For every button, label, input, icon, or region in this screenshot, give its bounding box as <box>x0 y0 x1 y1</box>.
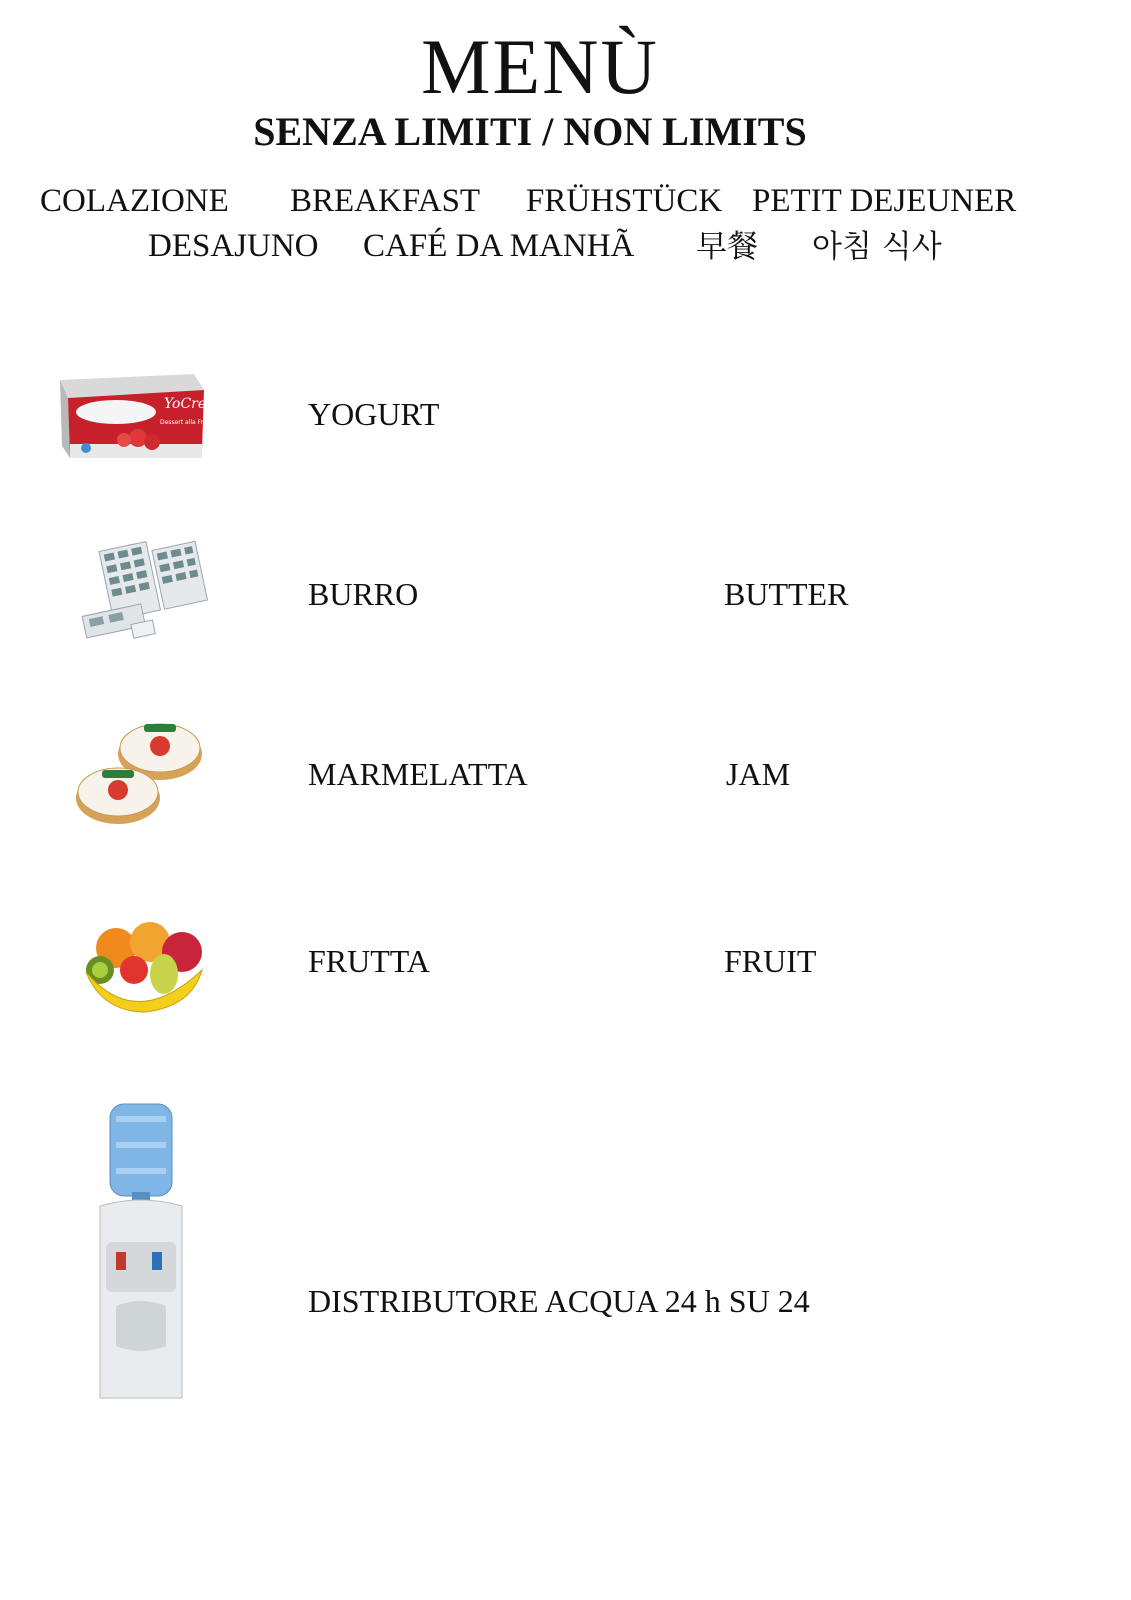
lang-label-italian: COLAZIONE <box>40 183 229 219</box>
lang-label-english: BREAKFAST <box>290 183 481 219</box>
yogurt-sub-text: Dessert alla Fragola <box>160 419 220 426</box>
lang-label-french: PETIT DEJEUNER <box>752 183 1017 219</box>
item-jam-it: MARMELATTA <box>308 756 528 792</box>
item-butter-it: BURRO <box>308 576 419 612</box>
lang-label-spanish: DESAJUNO <box>148 228 319 264</box>
butter-portions-icon <box>74 535 214 645</box>
item-yogurt-it: YOGURT <box>308 396 440 432</box>
lang-label-german: FRÜHSTÜCK <box>526 183 723 219</box>
item-butter-en: BUTTER <box>724 576 849 612</box>
lang-label-chinese: 早餐 <box>696 229 758 265</box>
fruit-bowl-icon <box>76 912 216 1022</box>
page-subtitle: SENZA LIMITI / NON LIMITS <box>253 109 807 154</box>
jam-cups-icon <box>74 714 214 834</box>
item-water-dispenser-it: DISTRIBUTORE ACQUA 24 h SU 24 <box>308 1283 810 1319</box>
yogurt-pack-icon <box>56 368 220 468</box>
page-title: MENÙ <box>421 23 659 110</box>
item-fruit-it: FRUTTA <box>308 943 430 979</box>
yogurt-brand-text: YoCrem <box>164 396 220 412</box>
lang-label-portuguese: CAFÉ DA MANHÃ <box>363 228 635 264</box>
item-jam-en: JAM <box>726 756 791 792</box>
lang-label-korean: 아침 식사 <box>812 229 942 265</box>
item-fruit-en: FRUIT <box>724 943 817 979</box>
water-dispenser-icon <box>96 1102 186 1402</box>
